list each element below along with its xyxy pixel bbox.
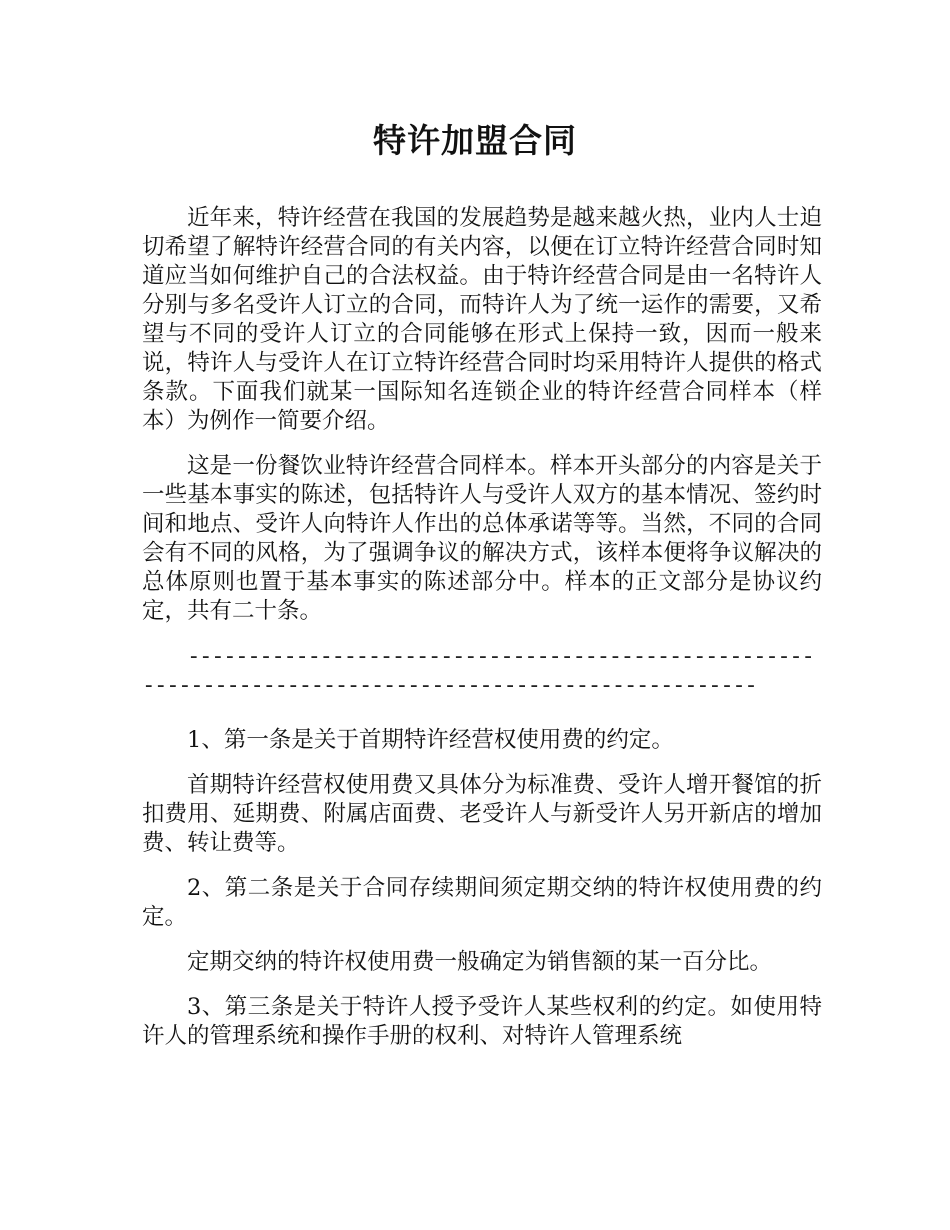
article-1-detail: 首期特许经营权使用费又具体分为标准费、受许人增开餐馆的折扣费用、延期费、附属店面费、老受许人与新受许人另开新店的增加费、转让费等。: [142, 772, 822, 856]
sample-overview-paragraph: 这是一份餐饮业特许经营合同样本。样本开头部分的内容是关于一些基本事实的陈述，包括特许人与受许人双方的基本情况、签约时间和地点、受许人向特许人作出的总体承诺等等。当然，不同的合同会有不同的风格，为了强调争议的解决方式，该样本便将争议解决的总体原则也置于基本事实的陈述部分中。样本的正文部分是协议约定，共有二十条。: [142, 453, 822, 624]
document-title: 特许加盟合同: [373, 121, 577, 160]
document-body: [142, 204, 822, 1067]
article-1-heading: 1、第一条是关于首期特许经营权使用费的约定。: [187, 727, 674, 753]
intro-paragraph: 近年来，特许经营在我国的发展趋势是越来越火热，业内人士迫切希望了解特许经营合同的有关内容，以便在订立特许经营合同时知道应当如何维护自己的合法权益。由于特许经营合同是由一名特许人分别与多名受许人订立的合同，而特许人为了统一运作的需要，又希望与不同的受许人订立的合同能够在形式上保持一致，因而一般来说，特许人与受许人在订立特许经营合同时均采用特许人提供的格式条款。下面我们就某一国际知名连锁企业的特许经营合同样本（样本）为例作一简要介绍。: [142, 205, 822, 434]
dashed-divider: -------------------------------------------------------------------------------------------------------: [142, 643, 814, 698]
article-2-detail: 定期交纳的特许权使用费一般确定为销售额的某一百分比。: [187, 949, 773, 975]
article-2-heading: 2、第二条是关于合同存续期间须定期交纳的特许权使用费的约定。: [142, 875, 822, 930]
article-3-heading: 3、第三条是关于特许人授予受许人某些权利的约定。如使用特许人的管理系统和操作手册的权利、对特许人管理系统: [142, 994, 822, 1049]
